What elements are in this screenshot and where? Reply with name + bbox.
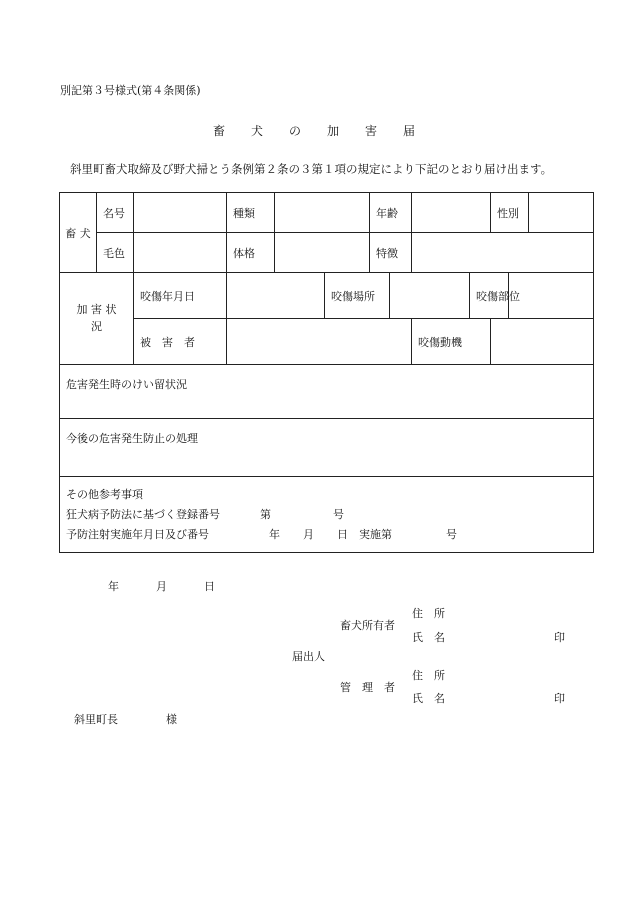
label-bite-date: 咬傷年月日 [134, 273, 227, 319]
vaccination-line [66, 525, 587, 545]
label-features: 特徴 [370, 233, 412, 273]
title-char: 犬 [250, 124, 265, 138]
owner-label: 畜犬所有者 [340, 619, 395, 632]
vaccination-go: 号 [446, 528, 457, 541]
manager-name-label: 氏 名 [412, 692, 445, 705]
label-age: 年齢 [370, 193, 412, 233]
addressee-sama: 様 [166, 713, 177, 726]
harm-section-label [60, 273, 134, 365]
owner-seal: 印 [554, 631, 565, 644]
value-age[interactable] [412, 193, 491, 233]
label-bite-part: 咬傷部位 [470, 273, 509, 319]
addressee-mayor: 斜里町長 [74, 713, 118, 726]
date-year: 年 [108, 580, 119, 593]
value-sex[interactable] [529, 193, 594, 233]
date-month: 月 [156, 580, 167, 593]
title-char: の [288, 124, 303, 138]
manager-seal: 印 [554, 692, 565, 705]
value-features[interactable] [412, 233, 594, 273]
form-reference: 別記第３号様式(第４条関係) [60, 84, 201, 97]
harm-section-line2: 況 [91, 319, 102, 333]
other-info-field [60, 477, 594, 553]
value-motive[interactable] [491, 319, 594, 365]
rabies-go: 号 [333, 508, 344, 521]
label-sex: 性別 [491, 193, 529, 233]
title-char: 害 [365, 124, 380, 138]
custody-field[interactable] [60, 365, 594, 419]
label-custody: 危害発生時のけい留状況 [66, 378, 187, 391]
date-day: 日 [204, 580, 215, 593]
value-coat[interactable] [134, 233, 227, 273]
label-victim: 被 害 者 [134, 319, 227, 365]
label-bite-place: 咬傷場所 [325, 273, 390, 319]
document-title [0, 125, 630, 137]
manager-label: 管 理 者 [340, 681, 395, 694]
value-bite-date[interactable] [227, 273, 325, 319]
dog-section-label: 畜 犬 [60, 193, 97, 273]
value-bite-place[interactable] [390, 273, 470, 319]
label-coat: 毛色 [97, 233, 134, 273]
vaccination-gatsu: 月 [303, 528, 314, 541]
intro-text: 斜里町畜犬取締及び野犬掃とう条例第２条の３第１項の規定により下記のとおり届け出ます。 [70, 162, 553, 176]
value-breed[interactable] [275, 193, 370, 233]
label-prevention: 今後の危害発生防止の処理 [66, 432, 198, 445]
label-other: その他参考事項 [66, 488, 143, 501]
label-name: 名号 [97, 193, 134, 233]
rabies-registration-line [66, 505, 587, 525]
value-name[interactable] [134, 193, 227, 233]
value-victim[interactable] [227, 319, 412, 365]
value-bite-part[interactable] [509, 273, 594, 319]
label-build: 体格 [227, 233, 275, 273]
harm-section-line1: 加 害 状 [76, 303, 117, 316]
prevention-field[interactable] [60, 419, 594, 477]
label-vaccination: 予防注射実施年月日及び番号 [66, 528, 209, 541]
title-char: 畜 [212, 124, 227, 138]
title-char: 届 [403, 124, 418, 138]
owner-name-label: 氏 名 [412, 631, 445, 644]
notifier-label: 届出人 [292, 650, 325, 663]
rabies-dai: 第 [260, 508, 271, 521]
vaccination-jisshi: 実施第 [359, 528, 392, 541]
label-breed: 種類 [227, 193, 275, 233]
title-char: 加 [327, 124, 342, 138]
label-motive: 咬傷動機 [412, 319, 491, 365]
notification-form-table [59, 192, 594, 553]
vaccination-nichi: 日 [337, 528, 348, 541]
manager-address-label: 住 所 [412, 669, 445, 682]
label-rabies-registration: 狂犬病予防法に基づく登録番号 [66, 508, 220, 521]
owner-address-label: 住 所 [412, 607, 445, 620]
vaccination-nen: 年 [269, 528, 280, 541]
value-build[interactable] [275, 233, 370, 273]
